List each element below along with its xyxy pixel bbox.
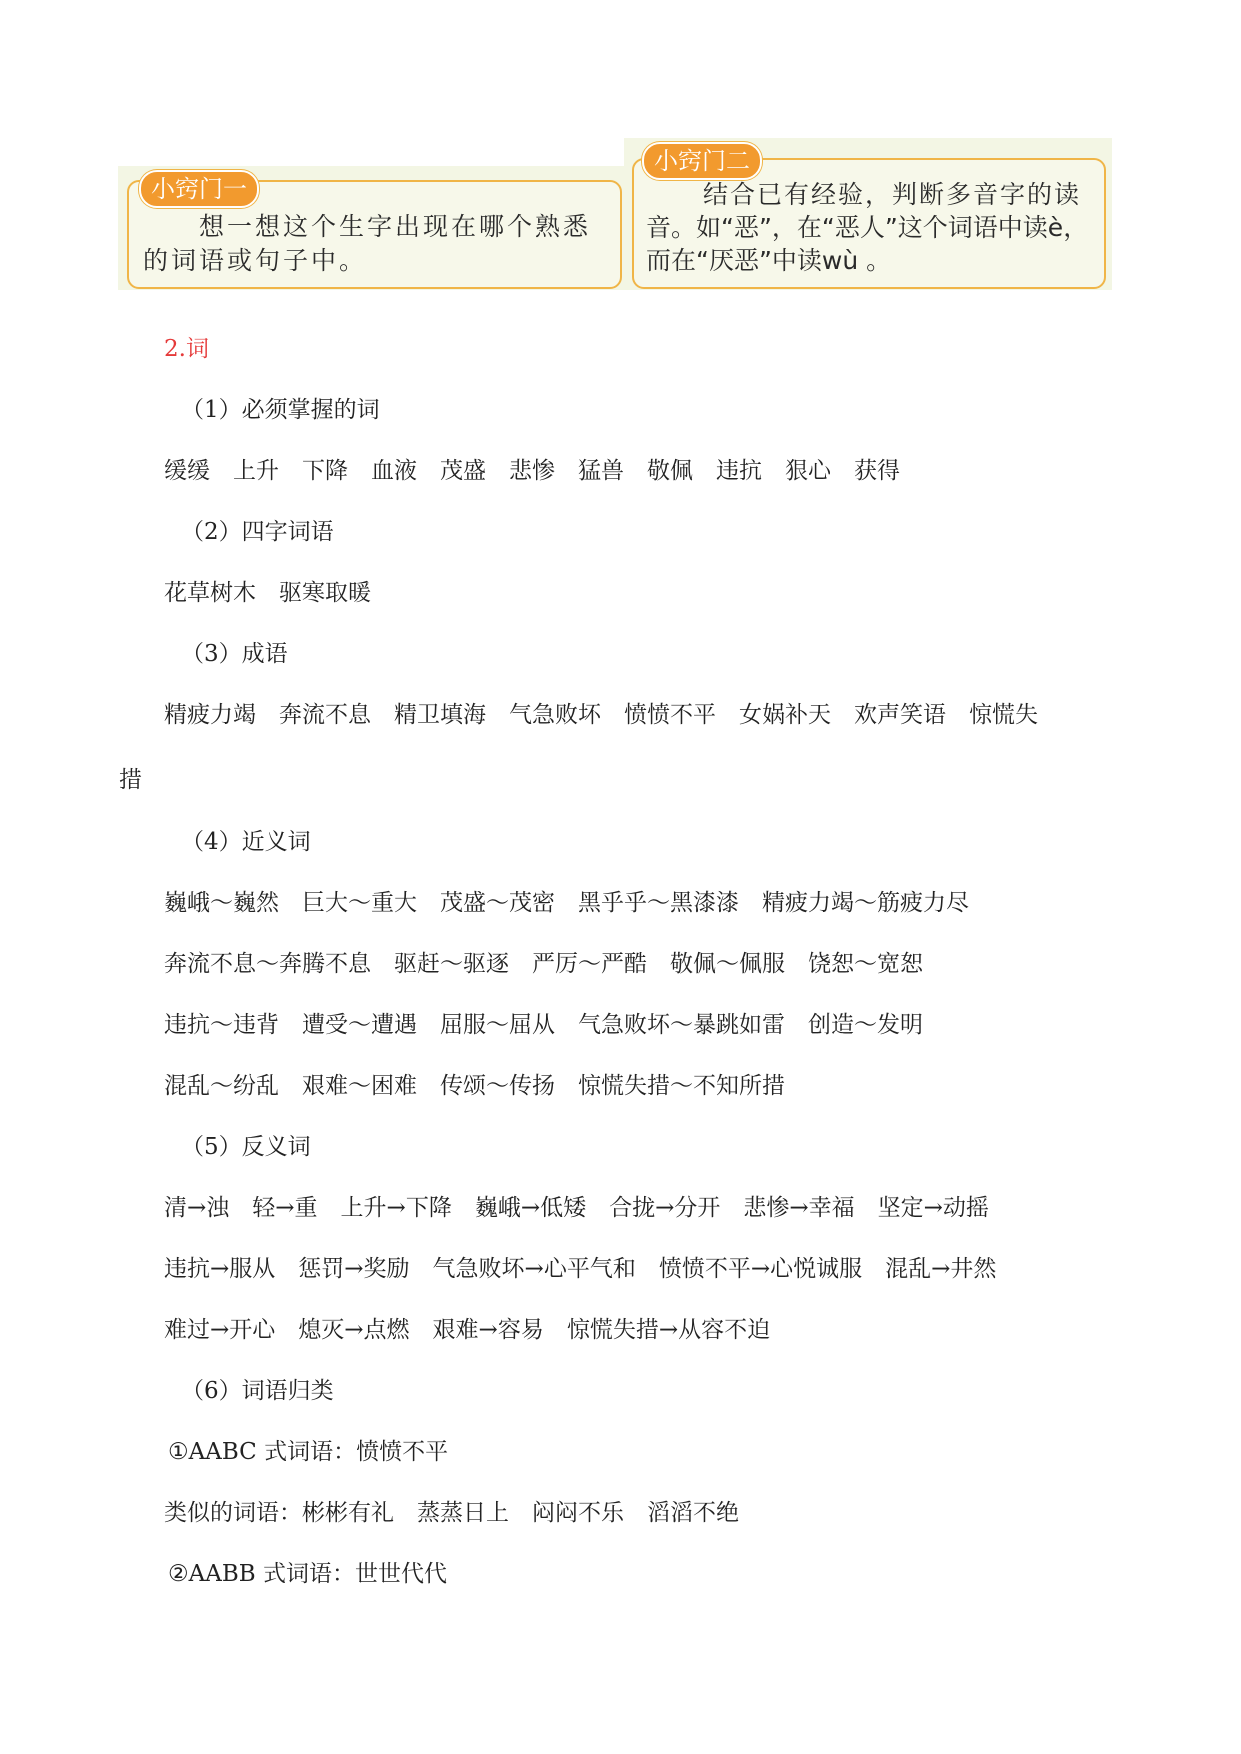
four-char-words-list: 花草树木 驱寒取暖 bbox=[164, 580, 371, 606]
tip-2-line-3: 而在“厌恶”中读wù 。 bbox=[646, 246, 892, 275]
section-title: 2.词 bbox=[164, 336, 209, 362]
heading-synonyms: （4）近义词 bbox=[181, 829, 311, 855]
aabc-words: ①AABC 式词语：愤愤不平 bbox=[168, 1439, 449, 1465]
heading-four-char-words: （2）四字词语 bbox=[181, 519, 334, 545]
antonyms-line-3: 难过→开心 熄灭→点燃 艰难→容易 惊慌失措→从容不迫 bbox=[164, 1317, 771, 1343]
tip-1-line-1: 想一想这个生字出现在哪个熟悉 bbox=[199, 212, 592, 241]
antonyms-line-1: 清→浊 轻→重 上升→下降 巍峨→低矮 合拢→分开 悲惨→幸福 坚定→动摇 bbox=[164, 1195, 989, 1221]
idioms-line-2: 措 bbox=[119, 767, 142, 793]
idioms-line-1: 精疲力竭 奔流不息 精卫填海 气急败坏 愤愤不平 女娲补天 欢声笑语 惊慌失 bbox=[164, 702, 1038, 728]
aabb-words: ②AABB 式词语：世世代代 bbox=[168, 1561, 447, 1587]
antonyms-line-2: 违抗→服从 惩罚→奖励 气急败坏→心平气和 愤愤不平→心悦诚服 混乱→井然 bbox=[164, 1256, 997, 1282]
synonyms-line-1: 巍峨～巍然 巨大～重大 茂盛～茂密 黑乎乎～黑漆漆 精疲力竭～筋疲力尽 bbox=[164, 890, 969, 916]
tip-badge-2: 小窍门二 bbox=[642, 142, 762, 180]
synonyms-line-4: 混乱～纷乱 艰难～困难 传颂～传扬 惊慌失措～不知所措 bbox=[164, 1073, 785, 1099]
aabc-similar-words: 类似的词语：彬彬有礼 蒸蒸日上 闷闷不乐 滔滔不绝 bbox=[164, 1500, 739, 1526]
synonyms-line-3: 违抗～违背 遭受～遭遇 屈服～屈从 气急败坏～暴跳如雷 创造～发明 bbox=[164, 1012, 923, 1038]
heading-required-words: （1）必须掌握的词 bbox=[181, 397, 380, 423]
tip-2-line-2: 音。如“恶”，在“恶人”这个词语中读è， bbox=[646, 213, 1089, 242]
tip-1-line-2: 的词语或句子中。 bbox=[143, 246, 368, 275]
heading-antonyms: （5）反义词 bbox=[181, 1134, 311, 1160]
heading-idioms: （3）成语 bbox=[181, 641, 288, 667]
synonyms-line-2: 奔流不息～奔腾不息 驱赶～驱逐 严厉～严酷 敬佩～佩服 饶恕～宽恕 bbox=[164, 951, 923, 977]
tip-badge-1: 小窍门一 bbox=[139, 170, 259, 208]
tip-2-line-1: 结合已有经验，判断多音字的读 bbox=[703, 180, 1082, 209]
heading-word-classification: （6）词语归类 bbox=[181, 1378, 334, 1404]
required-words-list: 缓缓 上升 下降 血液 茂盛 悲惨 猛兽 敬佩 违抗 狠心 获得 bbox=[164, 458, 900, 484]
